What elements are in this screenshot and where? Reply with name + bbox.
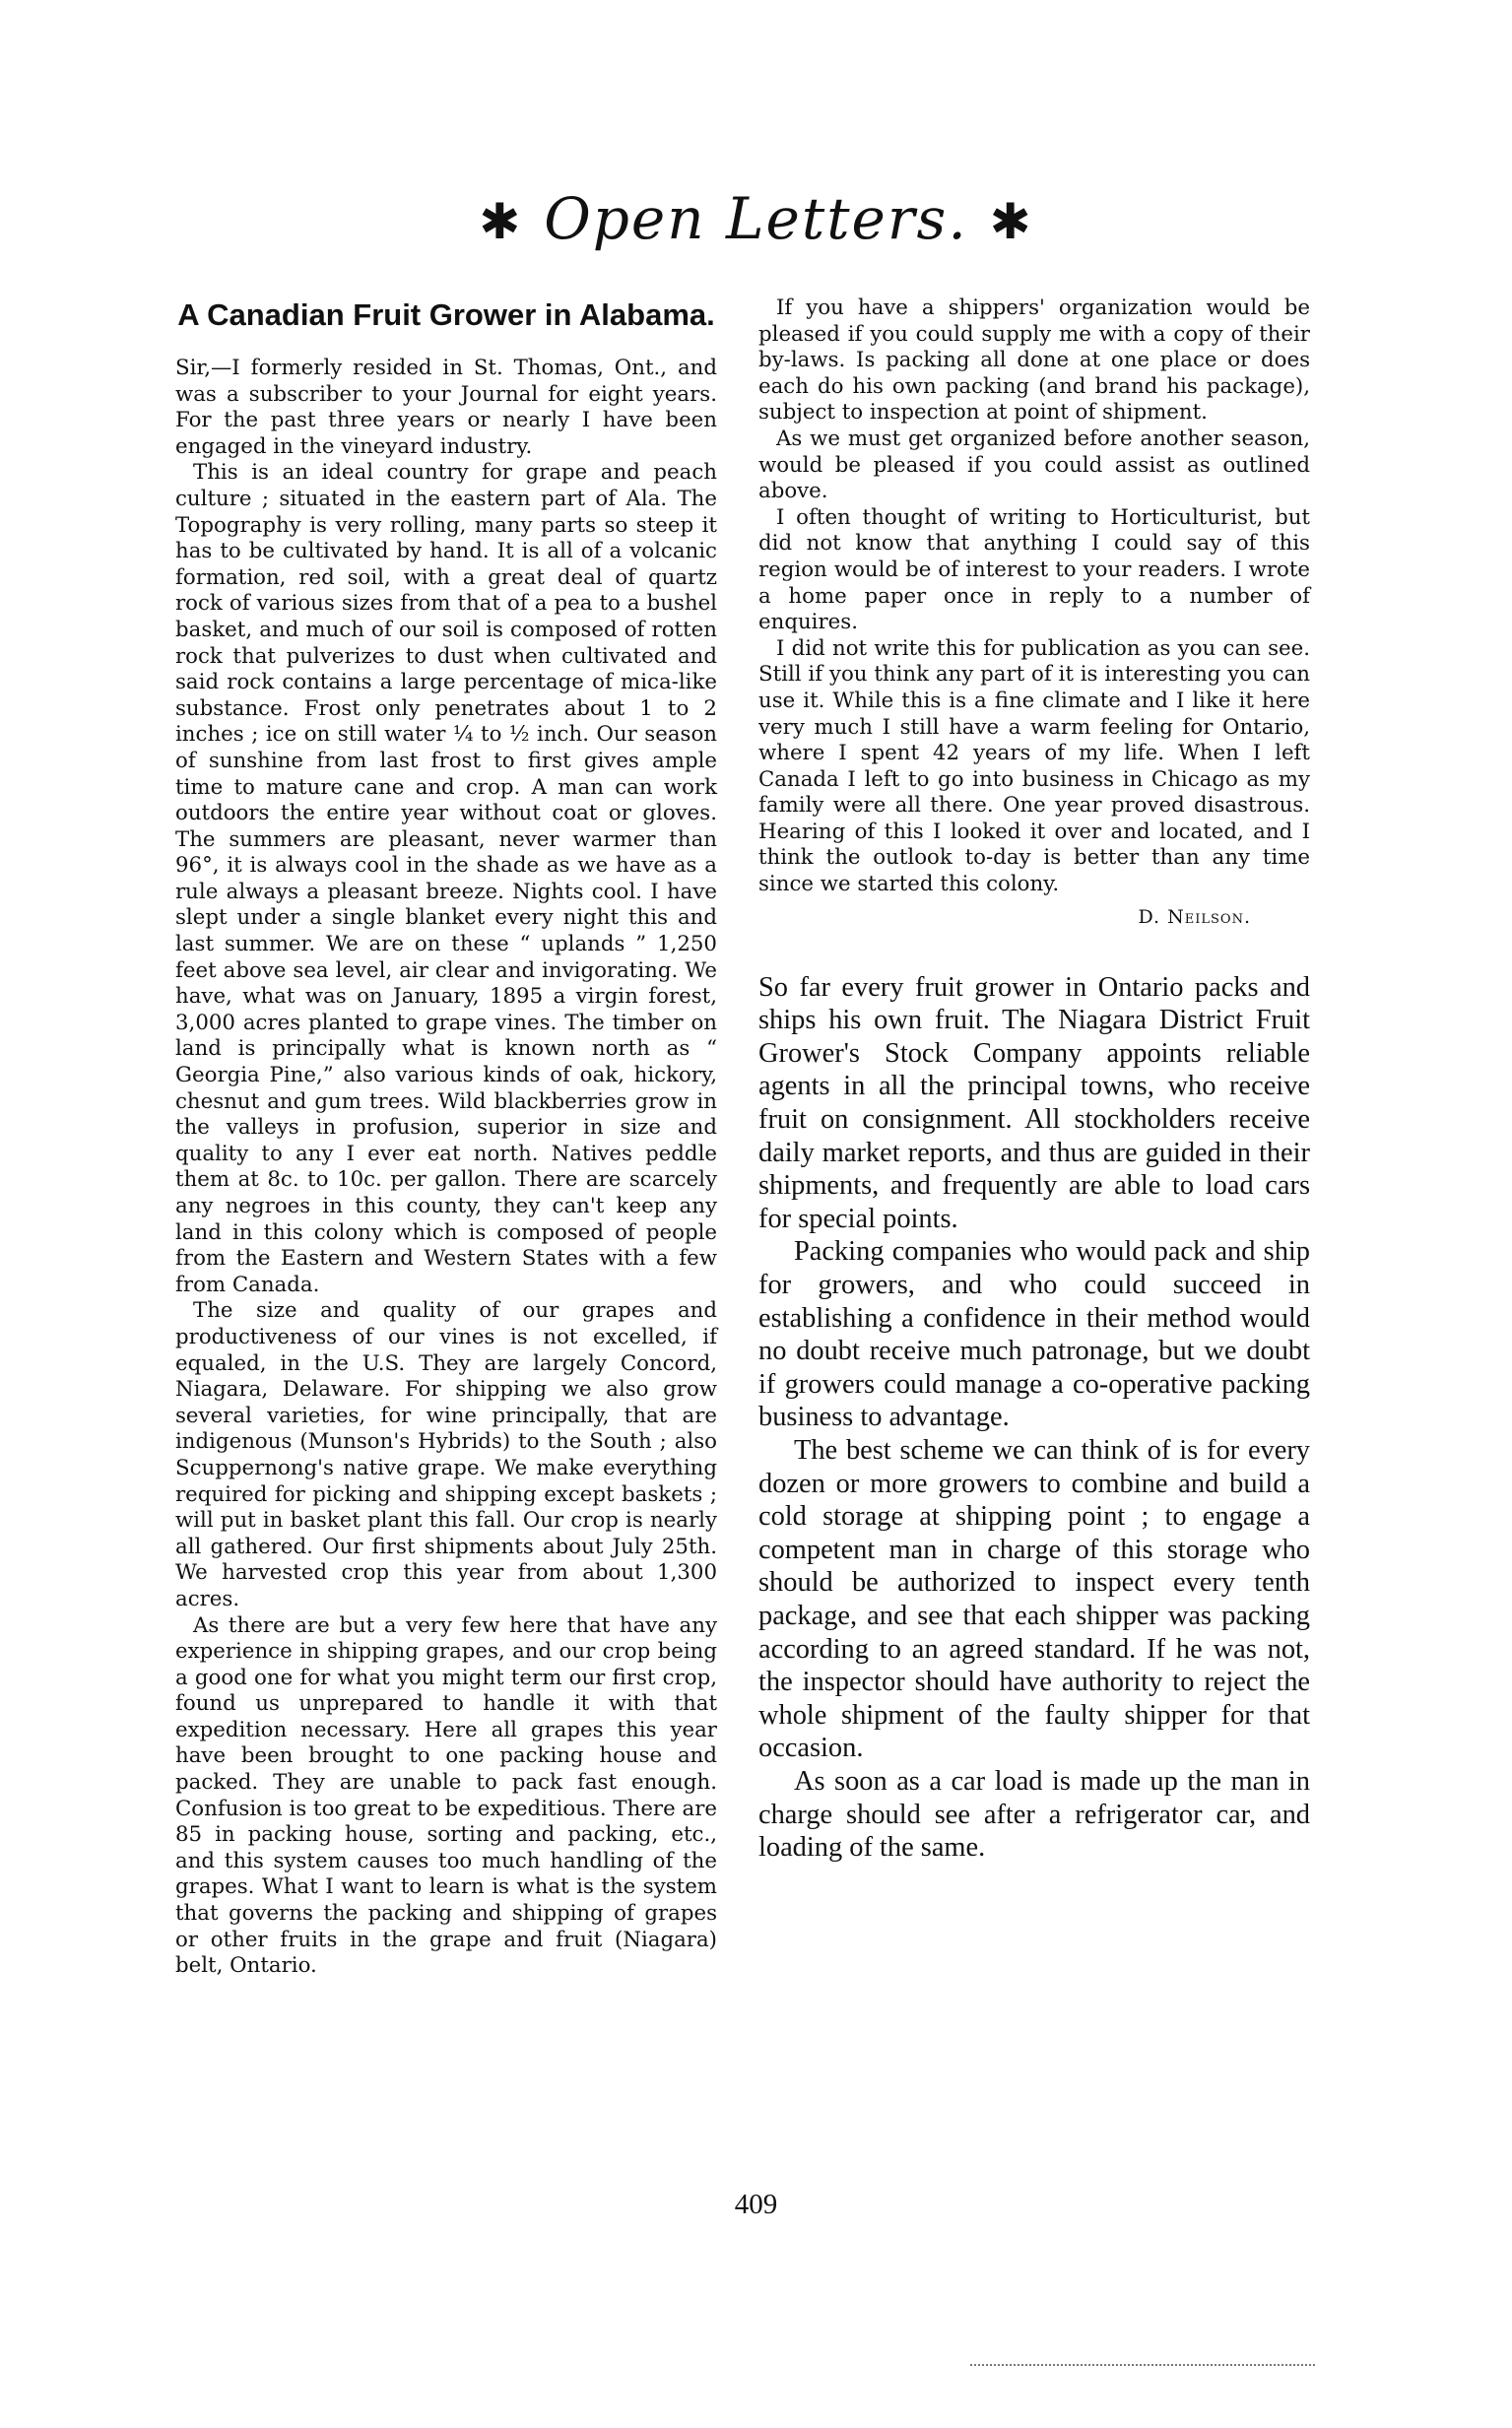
letter-paragraph: I often thought of writing to Horticulturist, but did not know that anything I could say of this region would be of interest to your readers. I wrote a home paper once in reply to a number of enquires. — [758, 504, 1310, 635]
editorial-paragraph: Packing companies who would pack and ship for growers, and who could succeed in establishing a confidence in their method would no doubt receive much patronage, but we doubt if growers could manage a co-operative packing business to advantage. — [758, 1236, 1310, 1433]
editorial-paragraph: The best scheme we can think of is for every dozen or more growers to combine and build a cold storage at shipping point ; to engage a competent man in charge of this storage who should be authorized to inspect every tenth package, and see that each shipper was packing according to an agreed standard. If he was not, the inspector should have authority to reject the whole shipment of the faulty shipper for that occasion. — [758, 1434, 1310, 1764]
letter-paragraph: I did not write this for publication as you can see. Still if you think any part of it is interesting you can use it. While this is a fine climate and I like it here very much I still have a warm feeling for Ontario, where I spent 42 years of my life. When I left Canada I left to go into business in Chicago as my family were all there. One year proved disastrous. Hearing of this I looked it over and located, and I think the outlook to-day is better than any time since we started this colony. — [758, 635, 1310, 897]
dotted-rule — [970, 2364, 1315, 2366]
letter-body — [175, 356, 717, 1980]
letter-continuation — [758, 295, 1310, 928]
asterisk-ornament-icon: ✱ — [479, 193, 523, 250]
section-heading: Open Letters. — [544, 185, 968, 252]
letter-paragraph: As there are but a very few here that have any experience in shipping grapes, and our crop being a good one for what you might term our first crop, found us unprepared to handle it with that expedition necessary. Here all grapes this year have been brought to one packing house and packed. They are unable to pack fast enough. Confusion is too great to be expeditious. There are 85 in packing house, sorting and packing, etc., and this system causes too much handling of the grapes. What I want to learn is what is the system that governs the packing and shipping of grapes or other fruits in the grape and fruit (Niagara) belt, Ontario. — [175, 1612, 717, 1979]
letter-paragraph: The size and quality of our grapes and productiveness of our vines is not excelled, if equaled, in the U.S. They are largely Concord, Niagara, Delaware. For shipping we also grow several varieties, for wine principally, that are indigenous (Munson's Hybrids) to the South ; also Scuppernong's native grape. We make everything required for picking and shipping except baskets ; will put in basket plant this fall. Our crop is nearly all gathered. Our first shipments about July 25th. We harvested crop this year from about 1,300 acres. — [175, 1298, 717, 1611]
asterisk-ornament-icon: ✱ — [989, 193, 1033, 250]
page-title — [0, 185, 1512, 252]
editorial-reply — [758, 971, 1310, 1865]
editorial-paragraph: So far every fruit grower in Ontario packs and ships his own fruit. The Niagara District Fruit Grower's Stock Company appoints reliable agents in all the principal towns, who receive fruit on consignment. All stockholders receive daily market reports, and thus are guided in their shipments, and frequently are able to load cars for special points. — [758, 971, 1310, 1234]
article-title: A Canadian Fruit Grower in Alabama. — [177, 297, 715, 332]
page-number: 409 — [734, 2189, 778, 2220]
letter-signature: D. Neilson. — [1138, 905, 1251, 928]
letter-paragraph: If you have a shippers' organization would be pleased if you could supply me with a copy of their by-laws. Is packing all done at one place or does each do his own packing (and brand his package), subject to inspection at point of shipment. — [758, 295, 1310, 426]
letter-paragraph: Sir,—I formerly resided in St. Thomas, Ont., and was a subscriber to your Journal for eight years. For the past three years or nearly I have been engaged in the vineyard industry. — [175, 356, 717, 459]
right-column — [758, 295, 1310, 1865]
letter-paragraph: As we must get organized before another season, would be pleased if you could assist as outlined above. — [758, 426, 1310, 504]
editorial-paragraph: As soon as a car load is made up the man in charge should see after a refrigerator car, and loading of the same. — [758, 1765, 1310, 1864]
letter-paragraph: This is an ideal country for grape and peach culture ; situated in the eastern part of Ala. The Topography is very rolling, many parts so steep it has to be cultivated by hand. It is all of a volcanic formation, red soil, with a great deal of quartz rock of various sizes from that of a pea to a bushel basket, and much of our soil is composed of rotten rock that pulverizes to dust when cultivated and said rock contains a large percentage of mica-like substance. Frost only penetrates about 1 to 2 inches ; ice on still water ¼ to ½ inch. Our season of sunshine from last frost to first gives ample time to mature cane and crop. A man can work outdoors the entire year without coat or gloves. The summers are pleasant, never warmer than 96°, it is always cool in the shade as we have as a rule always a pleasant breeze. Nights cool. I have slept under a single blanket every night this and last summer. We are on these “ uplands ” 1,250 feet above sea level, air clear and invigorating. We have, what was on January, 1895 a virgin forest, 3,000 acres planted to grape vines. The timber on land is principally what is known north as “ Georgia Pine,” also various kinds of oak, hickory, chesnut and gum trees. Wild blackberries grow in the valleys in profusion, superior in size and quality to any I ever eat north. Natives peddle them at 8c. to 10c. per gallon. There are scarcely any negroes in this county, they can't keep any land in this colony which is composed of people from the Eastern and Western States with a few from Canada. — [175, 460, 717, 1297]
left-column — [175, 295, 717, 1980]
